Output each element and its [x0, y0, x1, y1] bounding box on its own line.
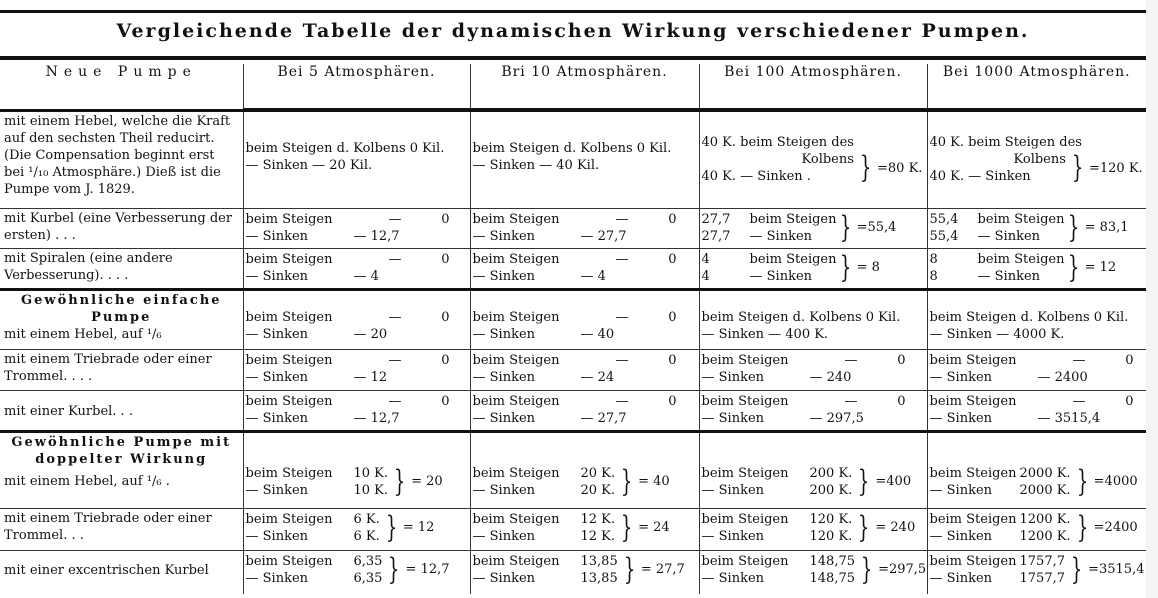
- cell-value: 13,85: [580, 553, 618, 569]
- cell-value: 0: [441, 352, 450, 368]
- cell-line: — Sinken: [701, 570, 765, 586]
- cell-line: beim Steigen: [472, 511, 560, 527]
- table-row: mit einem Hebel, welche die Kraft auf den sechsten Theil reducirt. (Die Compensation beginnt erst bei ¹/₁₀ Atmosphäre.) Dieß ist die Pumpe vom J. 1829. beim Steigen d. Kolbens 0 Kil. — Sinken — 20 Kil. beim Steigen d. Kolbens 0 Kil. — Sinken — 40 Kil. 40 K. beim Steigen des Kolbens 40 K. — Sinken . } =80 K. 40 K. beim Steigen des Kolbens 40 K. — Sinken } =120 K.: [0, 110, 1146, 208]
- cell-total: =55,4: [856, 220, 897, 235]
- cell-value: 1200 K.: [1019, 511, 1071, 527]
- cell-value: 0: [1125, 393, 1134, 409]
- cell-value: —: [388, 211, 402, 227]
- cell-line: beim Steigen: [929, 352, 1017, 368]
- cell-value: 27,7: [701, 211, 731, 227]
- cell-value: 200 K.: [809, 465, 853, 481]
- cell-value: 0: [441, 251, 450, 267]
- cell-line: Kolbens: [801, 152, 854, 167]
- cell-line: beim Steigen d. Kolbens 0 Kil.: [929, 309, 1129, 325]
- cell-line: — Sinken: [245, 482, 309, 498]
- cell-line: beim Steigen d. Kolbens 0 Kil.: [245, 141, 445, 156]
- cell-line: beim Steigen: [749, 251, 837, 267]
- cell-line: beim Steigen: [749, 211, 837, 227]
- cell-value: —: [1072, 352, 1086, 368]
- cell-value: — 4: [353, 268, 379, 284]
- cell-value: —: [844, 393, 858, 409]
- cell-value: 0: [668, 309, 677, 325]
- cell-line: beim Steigen: [245, 553, 333, 569]
- cell-value: 0: [668, 352, 677, 368]
- table-row: [0, 390, 1146, 431]
- cell-line: — Sinken: [472, 570, 536, 586]
- cell-total: = 20: [411, 474, 443, 489]
- cell-line: — Sinken — 20 Kil.: [245, 158, 373, 173]
- cell-value: 0: [668, 251, 677, 267]
- cell-line: beim Steigen: [701, 465, 789, 481]
- cell-line: — Sinken: [977, 228, 1041, 244]
- cell-line: — Sinken: [245, 369, 309, 385]
- cell-value: 12 K.: [580, 528, 616, 544]
- cell-value: 0: [668, 211, 677, 227]
- cell-line: beim Steigen: [472, 553, 560, 569]
- cell-value: 0: [668, 393, 677, 409]
- cell-value: 10 K.: [353, 482, 389, 498]
- cell-total: = 27,7: [640, 562, 685, 577]
- cell-line: beim Steigen: [245, 465, 333, 481]
- cell-total: =120 K.: [1089, 160, 1143, 176]
- title-rule: [0, 56, 1146, 60]
- header-100-atm: Bei 100 Atmosphären.: [699, 64, 927, 110]
- cell-total: =4000: [1093, 474, 1138, 489]
- cell-value: — 4: [580, 268, 606, 284]
- cell-total: =2400: [1093, 520, 1138, 535]
- page-edge: [1146, 0, 1158, 598]
- cell-value: 0: [441, 309, 450, 325]
- cell-line: beim Steigen: [472, 352, 560, 368]
- cell-line: beim Steigen: [472, 465, 560, 481]
- cell-total: = 24: [638, 520, 670, 535]
- cell-total: =3515,4: [1088, 562, 1145, 577]
- cell-value: —: [844, 352, 858, 368]
- cell-value: — 240: [809, 369, 852, 385]
- cell-line: beim Steigen: [977, 251, 1065, 267]
- cell-value: — 297,5: [809, 410, 864, 426]
- cell-total: = 12: [402, 520, 435, 535]
- cell-value: 0: [1125, 352, 1134, 368]
- cell-line: beim Steigen: [472, 251, 560, 267]
- cell-value: 1757,7: [1019, 570, 1065, 586]
- section-heading: Gewöhnliche einfache Pumpe: [21, 292, 222, 325]
- table-title: Vergleichende Tabelle der dynamischen Wirkung verschiedener Pumpen.: [116, 20, 1030, 42]
- cell-value: 0: [897, 352, 906, 368]
- cell-value: 0: [897, 393, 906, 409]
- cell-total: = 40: [638, 474, 670, 489]
- cell-value: 20 K.: [580, 465, 616, 481]
- table-row: mit einem Triebrade oder einer Trommel. . . beim Steigen 6 K. — Sinken 6 K. } = 12 beim Steigen 12 K. — Sinken 12 K. } = 24 beim Steigen 120 K. — Sinken 120 K. } = 240 beim Steigen 1200 K. — Sinken 1200 K. } =2400: [0, 508, 1146, 550]
- cell-value: —: [388, 309, 402, 325]
- header-5-atm: Bei 5 Atmosphären.: [243, 64, 470, 110]
- cell-line: beim Steigen d. Kolbens 0 Kil.: [472, 141, 672, 156]
- cell-line: beim Steigen: [245, 511, 333, 527]
- table-row: mit Kurbel (eine Verbesserung der ersten) . . . beim Steigen — 0 — Sinken — 12,7 beim Steigen — 0 — Sinken — 27,7 27,7 beim Steigen 27,7 — Sinken } =55,4 55,4 beim Steigen 55,4 — Sinken } = 83,1: [0, 208, 1146, 248]
- comparison-table: [0, 64, 1146, 594]
- cell-line: — Sinken: [472, 528, 536, 544]
- cell-value: 13,85: [580, 570, 618, 586]
- cell-value: 120 K.: [809, 511, 853, 527]
- cell-line: — Sinken: [245, 570, 309, 586]
- cell-line: beim Steigen: [245, 352, 333, 368]
- cell-line: 40 K. — Sinken .: [701, 169, 811, 184]
- cell-line: 40 K. — Sinken: [929, 169, 1031, 184]
- top-rule: [0, 10, 1146, 13]
- cell-line: beim Steigen: [929, 393, 1017, 409]
- cell-line: — Sinken: [472, 410, 536, 426]
- cell-line: beim Steigen: [701, 393, 789, 409]
- cell-value: —: [615, 251, 629, 267]
- cell-total: = 8: [856, 260, 880, 275]
- row-description: mit einem Triebrade oder einer Trommel. . .: [4, 510, 212, 543]
- cell-value: — 27,7: [580, 410, 627, 426]
- cell-value: 12 K.: [580, 511, 616, 527]
- cell-line: — Sinken: [245, 268, 309, 284]
- cell-value: — 12,7: [353, 228, 400, 244]
- cell-line: beim Steigen: [701, 553, 789, 569]
- row-description: mit Spiralen (eine andere Verbesserung). . . .: [4, 250, 173, 283]
- cell-value: 6,35: [353, 570, 383, 586]
- cell-value: 0: [441, 393, 450, 409]
- cell-line: — Sinken: [929, 482, 993, 498]
- cell-value: — 27,7: [580, 228, 627, 244]
- cell-value: 4: [701, 268, 710, 284]
- row-description: mit Kurbel (eine Verbesserung der ersten) . . .: [4, 210, 233, 243]
- cell-total: = 12,7: [405, 562, 450, 577]
- header-10-atm: Bri 10 Atmosphären.: [470, 64, 699, 110]
- cell-value: — 3515,4: [1037, 410, 1101, 426]
- cell-value: 6,35: [353, 553, 383, 569]
- cell-total: =80 K.: [877, 160, 923, 176]
- cell-line: beim Steigen: [472, 309, 560, 325]
- cell-line: beim Steigen: [929, 553, 1017, 569]
- cell-total: = 12: [1084, 260, 1117, 275]
- cell-total: = 240: [875, 520, 916, 535]
- cell-value: 1757,7: [1019, 553, 1065, 569]
- cell-value: — 20: [353, 326, 388, 342]
- cell-line: 40 K. beim Steigen des: [701, 135, 854, 150]
- cell-line: — Sinken: [701, 410, 765, 426]
- cell-line: — Sinken: [472, 369, 536, 385]
- cell-value: 148,75: [809, 553, 855, 569]
- header-1000-atm: Bei 1000 Atmosphären.: [927, 64, 1146, 110]
- section-heading: Gewöhnliche Pumpe mit doppelter Wirkung: [11, 434, 232, 467]
- cell-line: — Sinken: [245, 326, 309, 342]
- cell-line: — Sinken: [472, 482, 536, 498]
- cell-value: 8: [929, 268, 938, 284]
- cell-value: 0: [441, 211, 450, 227]
- cell-line: — Sinken: [929, 410, 993, 426]
- cell-value: 10 K.: [353, 465, 389, 481]
- cell-value: 2000 K.: [1019, 482, 1071, 498]
- table-row: mit einer excentrischen Kurbel beim Steigen 6,35 — Sinken 6,35 } = 12,7 beim Steigen 13,85 — Sinken 13,85 } = 27,7 beim Steigen 148,75 — Sinken 148,75 } =297,5 beim Steigen 1757,7 — Sinken 1757,7 } =3515,4: [0, 550, 1146, 594]
- cell-line: Kolbens: [1013, 152, 1066, 167]
- cell-value: —: [388, 352, 402, 368]
- cell-line: — Sinken: [472, 228, 536, 244]
- cell-value: —: [615, 211, 629, 227]
- cell-line: beim Steigen d. Kolbens 0 Kil.: [701, 309, 901, 325]
- cell-line: — Sinken — 40 Kil.: [472, 158, 600, 173]
- cell-value: 6 K.: [353, 511, 380, 527]
- cell-value: 55,4: [929, 211, 959, 227]
- cell-value: 148,75: [809, 570, 855, 586]
- cell-line: — Sinken — 4000 K.: [929, 326, 1065, 342]
- cell-value: 8: [929, 251, 938, 267]
- table-row: [0, 289, 1146, 349]
- table-row: Gewöhnliche Pumpe mit doppelter Wirkung mit einem Hebel, auf ¹/₆ . beim Steigen 10 K. — Sinken 10 K. } = 20 beim Steigen 20 K. — Sinken 20 K. } = 40 beim Steigen 200 K. — Sinken 200 K. } =400 beim Steigen 2000 K. — Sinken 2000 K. } =4000: [0, 431, 1146, 508]
- cell-line: beim Steigen: [701, 511, 789, 527]
- cell-value: 120 K.: [809, 528, 853, 544]
- cell-value: —: [1072, 393, 1086, 409]
- cell-line: — Sinken: [749, 228, 813, 244]
- cell-value: 20 K.: [580, 482, 616, 498]
- cell-value: 27,7: [701, 228, 731, 244]
- row-description: mit einer Kurbel. . .: [4, 403, 133, 419]
- cell-line: — Sinken: [977, 268, 1041, 284]
- cell-value: — 12,7: [353, 410, 400, 426]
- cell-line: — Sinken: [472, 268, 536, 284]
- cell-line: beim Steigen: [245, 251, 333, 267]
- table-row: mit Spiralen (eine andere Verbesserung). . . . beim Steigen — 0 — Sinken — 4 beim Steigen — 0 — Sinken — 4 4 beim Steigen 4 — Sinken } = 8 8 beim Steigen 8 — Sinken } = 12: [0, 248, 1146, 289]
- cell-value: 4: [701, 251, 710, 267]
- cell-line: — Sinken: [929, 369, 993, 385]
- cell-value: — 2400: [1037, 369, 1088, 385]
- cell-line: — Sinken — 400 K.: [701, 326, 829, 342]
- cell-total: = 83,1: [1084, 220, 1129, 235]
- cell-line: beim Steigen: [245, 393, 333, 409]
- cell-line: — Sinken: [701, 528, 765, 544]
- cell-total: =297,5: [878, 562, 927, 577]
- cell-value: 200 K.: [809, 482, 853, 498]
- header-pump: Neue Pumpe: [0, 64, 243, 110]
- row-description: mit einem Hebel, auf ¹/₆: [4, 326, 162, 342]
- row-description: mit einem Hebel, welche die Kraft auf den sechsten Theil reducirt. (Die Compensation beginnt erst bei ¹/₁₀ Atmosphäre.) Dieß ist die Pumpe vom J. 1829.: [4, 113, 231, 197]
- cell-value: — 24: [580, 369, 615, 385]
- cell-line: beim Steigen: [929, 511, 1017, 527]
- cell-line: — Sinken: [701, 369, 765, 385]
- cell-value: 2000 K.: [1019, 465, 1071, 481]
- cell-line: — Sinken: [929, 528, 993, 544]
- cell-value: —: [615, 309, 629, 325]
- cell-line: beim Steigen: [472, 393, 560, 409]
- cell-value: 6 K.: [353, 528, 380, 544]
- cell-line: beim Steigen: [472, 211, 560, 227]
- cell-line: — Sinken: [929, 570, 993, 586]
- row-description: mit einem Triebrade oder einer Trommel. . . .: [4, 351, 212, 384]
- cell-line: beim Steigen: [245, 309, 333, 325]
- cell-value: 1200 K.: [1019, 528, 1071, 544]
- cell-total: =400: [875, 474, 912, 489]
- table-row: [0, 349, 1146, 390]
- cell-line: beim Steigen: [929, 465, 1017, 481]
- cell-line: beim Steigen: [701, 352, 789, 368]
- cell-line: — Sinken: [701, 482, 765, 498]
- cell-value: —: [615, 393, 629, 409]
- row-description: mit einer excentrischen Kurbel: [4, 562, 209, 578]
- cell-line: 40 K. beim Steigen des: [929, 135, 1082, 150]
- cell-value: —: [388, 393, 402, 409]
- row-description: mit einem Hebel, auf ¹/₆ .: [4, 473, 170, 489]
- cell-line: beim Steigen: [245, 211, 333, 227]
- cell-value: —: [615, 352, 629, 368]
- cell-value: — 40: [580, 326, 615, 342]
- cell-value: —: [388, 251, 402, 267]
- cell-value: — 12: [353, 369, 388, 385]
- cell-line: — Sinken: [749, 268, 813, 284]
- cell-line: beim Steigen: [977, 211, 1065, 227]
- cell-line: — Sinken: [245, 228, 309, 244]
- cell-value: 55,4: [929, 228, 959, 244]
- cell-line: — Sinken: [245, 528, 309, 544]
- cell-line: — Sinken: [472, 326, 536, 342]
- cell-line: — Sinken: [245, 410, 309, 426]
